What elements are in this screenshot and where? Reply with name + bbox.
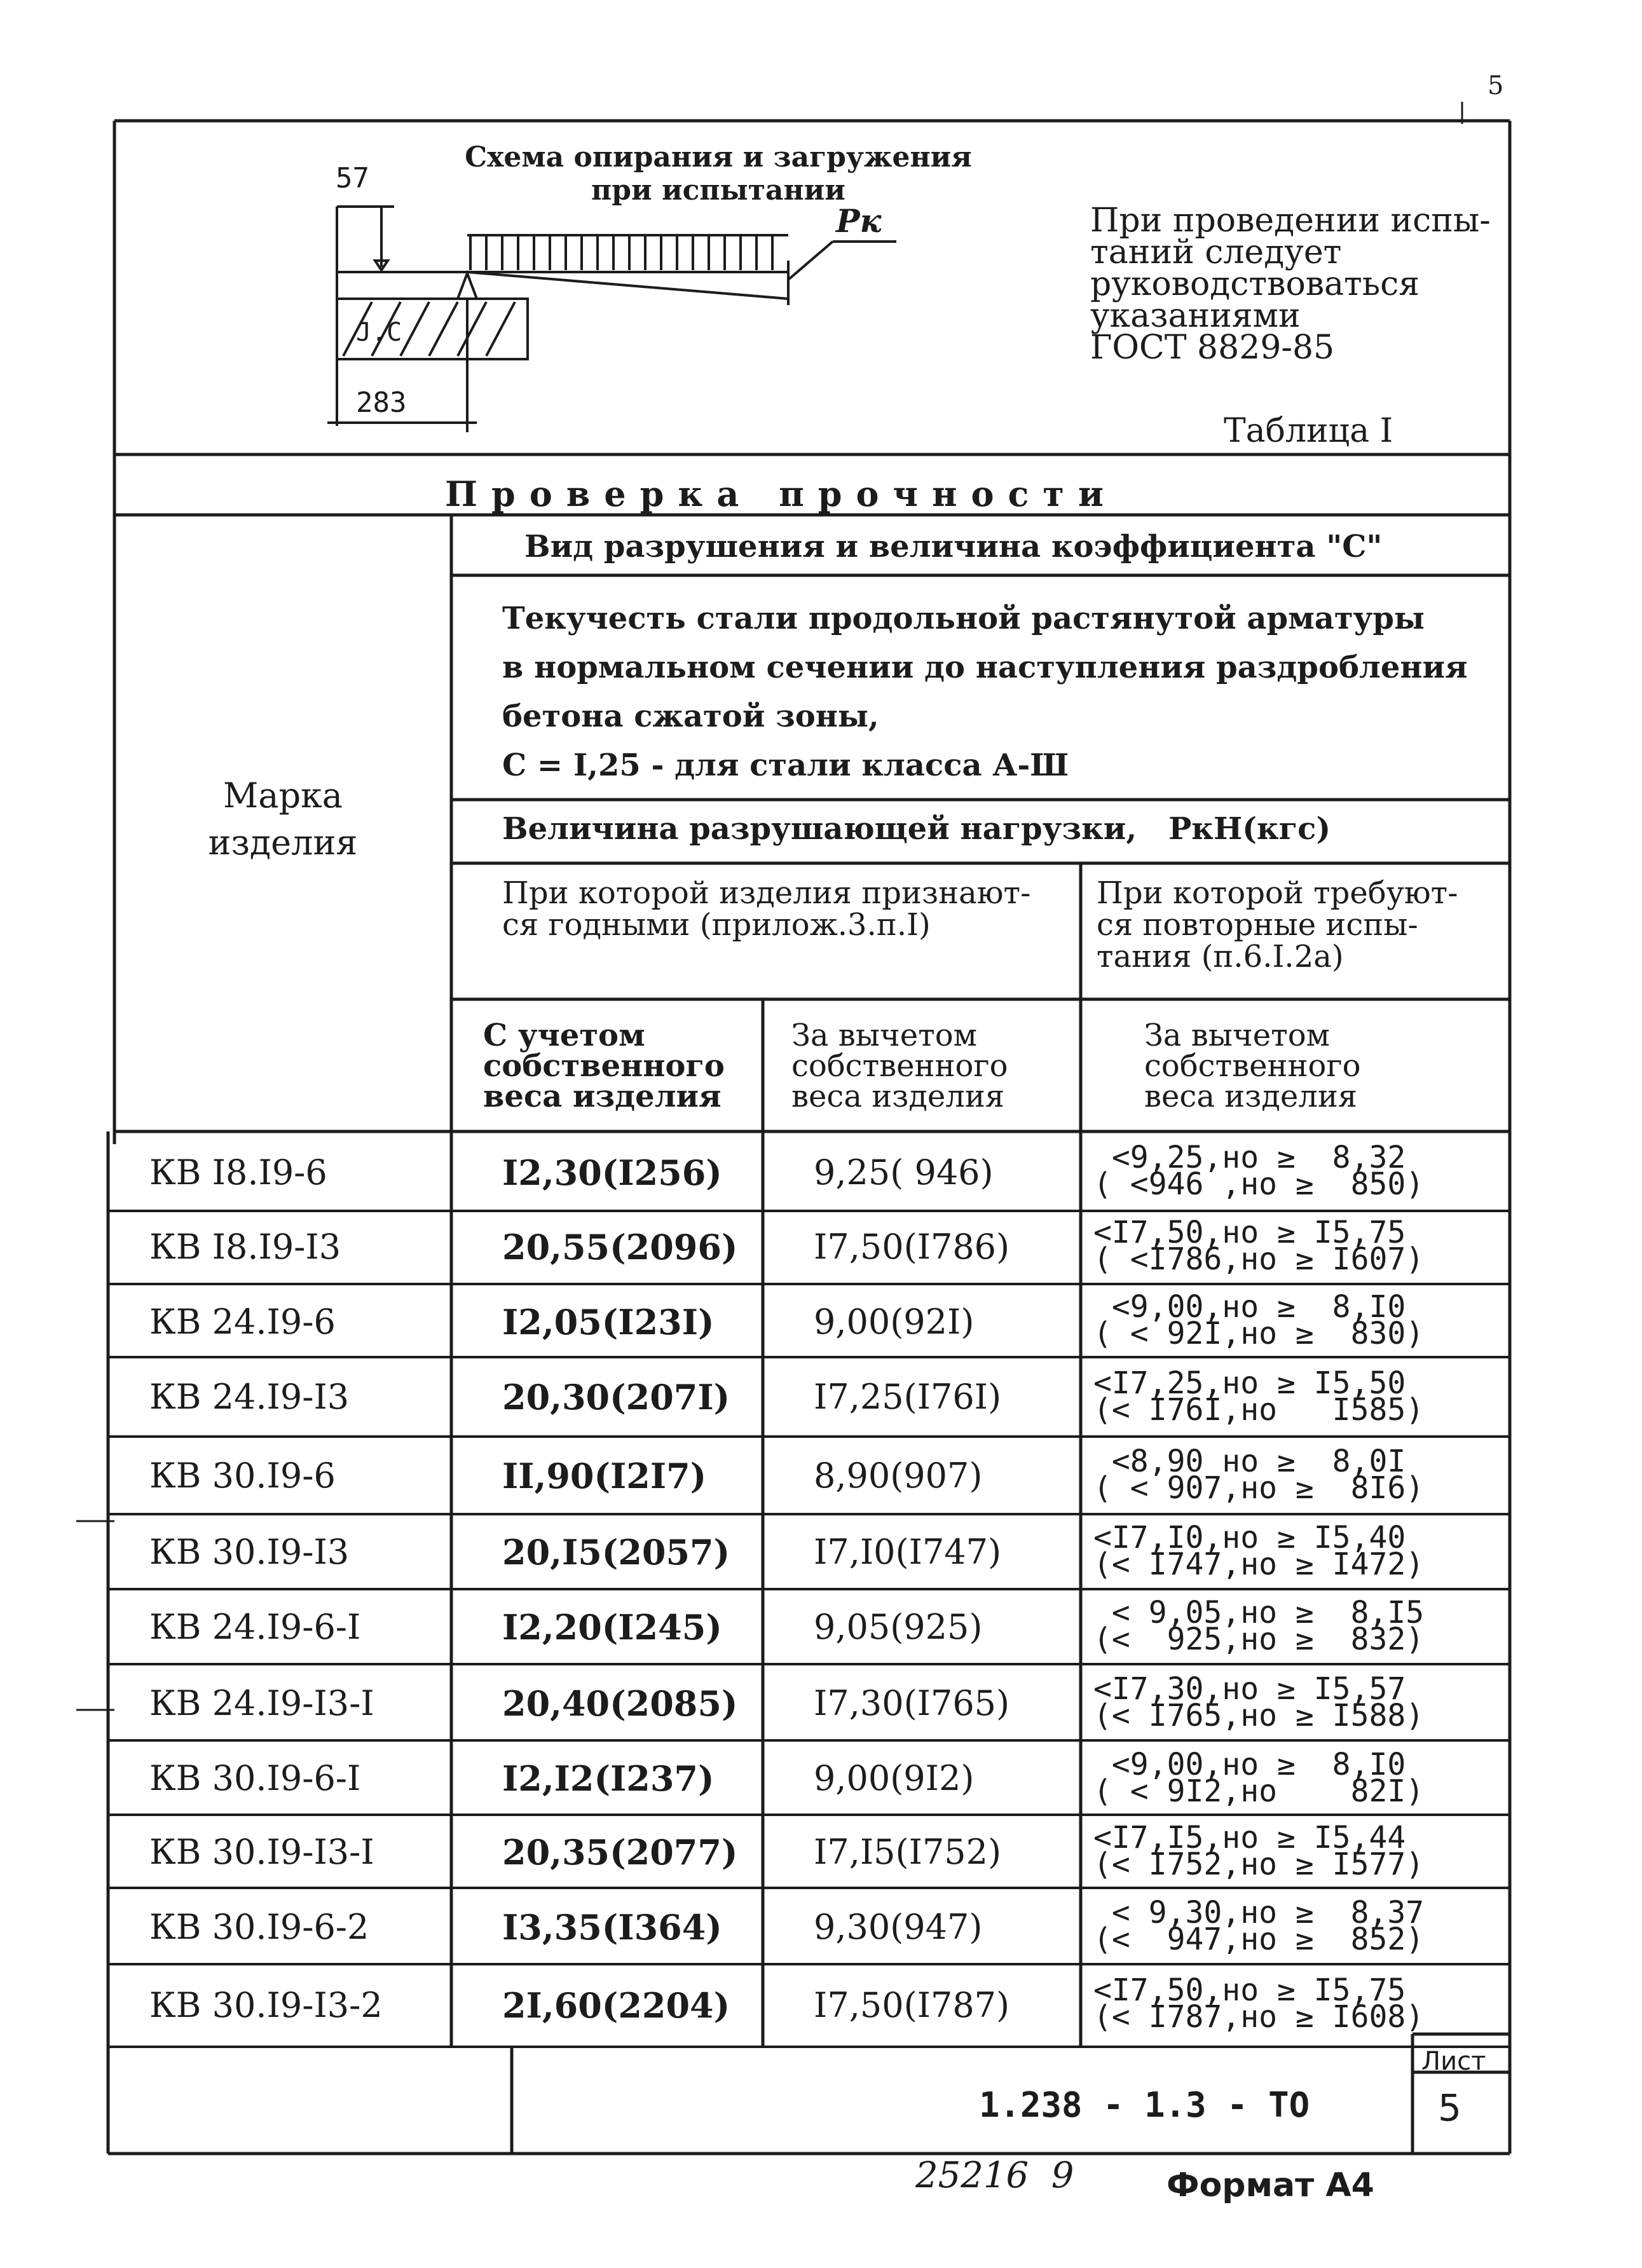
without-line: За вычетом: [791, 1018, 977, 1053]
table-row-with: 20,55(2096): [502, 1227, 738, 1267]
repeat-value: (< I765,но ≥ I588): [1093, 1698, 1425, 1733]
repeat-value: ( < 907,но ≥ 8I6): [1093, 1470, 1425, 1506]
table-row-mark: КВ 30.I9-I3-2: [149, 1985, 383, 2025]
repeat-value: <9,25,но ≥ 8,32: [1093, 1140, 1406, 1175]
header-accepted: [502, 877, 1030, 941]
header-failure-type: Вид разрушения и величина коэффициента "С": [524, 529, 1383, 564]
sheet-number: 5: [1438, 2086, 1461, 2129]
desc-line: бетона сжатой зоны,: [502, 699, 879, 734]
table-row-mark: КВ 30.I9-6: [149, 1456, 336, 1496]
header-mark-line: Марка: [223, 775, 343, 816]
with-line: С учетом: [483, 1018, 645, 1053]
table-row-repeat: [1093, 1895, 1425, 1957]
table-row-without: 9,30(947): [814, 1907, 983, 1947]
note-line: руководствоваться: [1090, 265, 1420, 303]
repeat-value: <I7,I0,но ≥ I5,40: [1093, 1520, 1406, 1555]
section-title: Проверка прочности: [445, 474, 1118, 514]
scheme-dim-bottom: 283: [356, 386, 407, 419]
table-row-without: 9,00(9I2): [814, 1758, 975, 1798]
table-row-repeat: [1093, 1140, 1425, 1202]
repeat-value: (< I76I,но I585): [1093, 1392, 1425, 1428]
handwritten-number: 25216 9: [915, 2155, 1074, 2196]
repeat-line: ся повторные испы-: [1097, 907, 1418, 943]
repeat-value: (< 947,но ≥ 852): [1093, 1922, 1425, 1957]
table-row-repeat: [1093, 1747, 1425, 1809]
repeat-value: (< I752,но ≥ I577): [1093, 1847, 1425, 1882]
rwithout-line: собственного: [1144, 1048, 1361, 1084]
table-row-mark: КВ 24.I9-I3-I: [149, 1683, 374, 1723]
table-row-repeat: [1093, 1972, 1425, 2035]
document-code: 1.238 - 1.3 - ТО: [979, 2085, 1310, 2125]
rwithout-line: веса изделия: [1144, 1079, 1358, 1114]
header-repeat: [1097, 877, 1458, 973]
header-mark-line: изделия: [208, 823, 358, 863]
repeat-value: (< 925,но ≥ 832): [1093, 1622, 1425, 1657]
repeat-value: <I7,30,но ≥ I5,57: [1093, 1671, 1406, 1707]
table-row-without: 9,25( 946): [814, 1152, 994, 1192]
repeat-value: <8,90 но ≥ 8,0I: [1093, 1444, 1406, 1479]
table-row-with: I2,I2(I237): [502, 1758, 715, 1799]
table-row-with: 20,35(2077): [502, 1832, 738, 1873]
repeat-line: тания (п.6.I.2а): [1097, 939, 1344, 974]
repeat-value: ( < 92I,но ≥ 830): [1093, 1316, 1425, 1351]
table-row-with: I2,05(I23I): [502, 1302, 715, 1342]
table-row-mark: КВ I8.I9-6: [149, 1152, 327, 1192]
with-line: собственного: [483, 1048, 725, 1084]
header-repeat-without-weight: [1144, 1020, 1360, 1112]
scheme-title-line2: при испытании: [591, 174, 845, 207]
repeat-value: ( <I786,но ≥ I607): [1093, 1241, 1425, 1277]
format-label: Формат А4: [1167, 2166, 1374, 2204]
repeat-value: < 9,30,но ≥ 8,37: [1093, 1895, 1425, 1930]
accepted-line: ся годными (прилож.3.п.I): [502, 907, 931, 943]
header-without-weight: [791, 1020, 1008, 1112]
table-row-without: I7,50(I786): [814, 1227, 1010, 1267]
table-row-with: I2,20(I245): [502, 1607, 722, 1648]
table-row-without: I7,I0(I747): [814, 1532, 1002, 1572]
table-row-repeat: [1093, 1289, 1425, 1351]
scheme-title-line1: Схема опирания и загружения: [465, 141, 972, 174]
table-row-without: 8,90(907): [814, 1456, 983, 1496]
repeat-value: ( <946 ,но ≥ 850): [1093, 1166, 1425, 1202]
table-row-without: 9,00(92I): [814, 1302, 975, 1342]
repeat-line: При которой требуют-: [1097, 875, 1458, 911]
table-row-mark: КВ 30.I9-6-I: [149, 1758, 361, 1798]
table-label: Таблица I: [1224, 412, 1393, 450]
scheme-dim-top: 57: [336, 162, 369, 195]
table-row-mark: КВ 24.I9-6-I: [149, 1607, 361, 1647]
repeat-value: <I7,25,но ≥ I5,50: [1093, 1365, 1406, 1401]
table-row-repeat: [1093, 1520, 1425, 1582]
table-row-repeat: [1093, 1820, 1425, 1882]
scheme-load-symbol: Pк: [836, 202, 882, 240]
repeat-value: <I7,I5,но ≥ I5,44: [1093, 1820, 1406, 1855]
with-line: веса изделия: [483, 1079, 722, 1114]
without-line: веса изделия: [791, 1079, 1005, 1114]
rwithout-line: За вычетом: [1144, 1018, 1330, 1053]
table-row-with: II,90(I2I7): [502, 1456, 707, 1496]
repeat-value: <I7,50,но ≥ I5,75: [1093, 1972, 1406, 2008]
desc-line: С = I,25 - для стали класса А-Ш: [502, 748, 1069, 783]
header-load-value: Величина разрушающей нагрузки, РкН(кгс): [502, 811, 1331, 847]
table-row-without: I7,I5(I752): [814, 1832, 1002, 1872]
note-line: ГОСТ 8829-85: [1090, 329, 1335, 367]
note-line: указаниями: [1090, 297, 1301, 335]
testing-note: [1090, 202, 1497, 367]
scheme-title: [445, 141, 992, 207]
repeat-value: <I7,50,но ≥ I5,75: [1093, 1215, 1406, 1250]
header-failure-description: [502, 594, 1468, 790]
table-row-mark: КВ 30.I9-6-2: [149, 1907, 369, 1947]
table-row-mark: КВ 30.I9-I3-I: [149, 1832, 374, 1872]
without-line: собственного: [791, 1048, 1008, 1084]
table-row-mark: КВ 24.I9-I3: [149, 1377, 350, 1417]
table-row-without: I7,30(I765): [814, 1683, 1010, 1723]
table-row-repeat: [1093, 1444, 1425, 1506]
table-row-repeat: [1093, 1365, 1425, 1428]
table-row-without: 9,05(925): [814, 1607, 983, 1647]
table-row-with: 20,40(2085): [502, 1683, 738, 1724]
sheet-label: Лист: [1421, 2047, 1486, 2076]
repeat-value: <9,00,но ≥ 8,I0: [1093, 1289, 1406, 1325]
table-row-with: 20,I5(2057): [502, 1532, 730, 1573]
table-row-with: I2,30(I256): [502, 1152, 722, 1193]
table-row-mark: КВ 30.I9-I3: [149, 1532, 350, 1572]
repeat-value: ( < 9I2,но 82I): [1093, 1773, 1425, 1809]
desc-line: в нормальном сечении до наступления раздробления: [502, 650, 1468, 685]
scheme-label-c: J.C: [356, 318, 402, 347]
header-mark: [114, 772, 451, 866]
desc-line: Текучесть стали продольной растянутой арматуры: [502, 601, 1425, 636]
table-row-with: 2I,60(2204): [502, 1985, 730, 2026]
repeat-value: (< I787,но ≥ I608): [1093, 1999, 1425, 2035]
table-row-without: I7,50(I787): [814, 1985, 1010, 2025]
page-corner-number: 5: [1488, 71, 1504, 100]
header-with-weight: [483, 1020, 725, 1112]
table-row-mark: КВ I8.I9-I3: [149, 1227, 341, 1267]
repeat-value: <9,00,но ≥ 8,I0: [1093, 1747, 1406, 1782]
table-row-repeat: [1093, 1215, 1425, 1277]
table-row-with: 20,30(207I): [502, 1377, 730, 1418]
note-line: таний следует: [1090, 233, 1342, 271]
table-row-repeat: [1093, 1671, 1425, 1733]
table-row-with: I3,35(I364): [502, 1907, 722, 1948]
repeat-value: < 9,05,но ≥ 8,I5: [1093, 1595, 1425, 1630]
note-line: При проведении испы-: [1090, 202, 1491, 240]
table-row-mark: КВ 24.I9-6: [149, 1302, 336, 1342]
table-row-repeat: [1093, 1595, 1425, 1657]
accepted-line: При которой изделия признают-: [502, 875, 1031, 911]
table-row-without: I7,25(I76I): [814, 1377, 1002, 1417]
repeat-value: (< I747,но ≥ I472): [1093, 1547, 1425, 1582]
